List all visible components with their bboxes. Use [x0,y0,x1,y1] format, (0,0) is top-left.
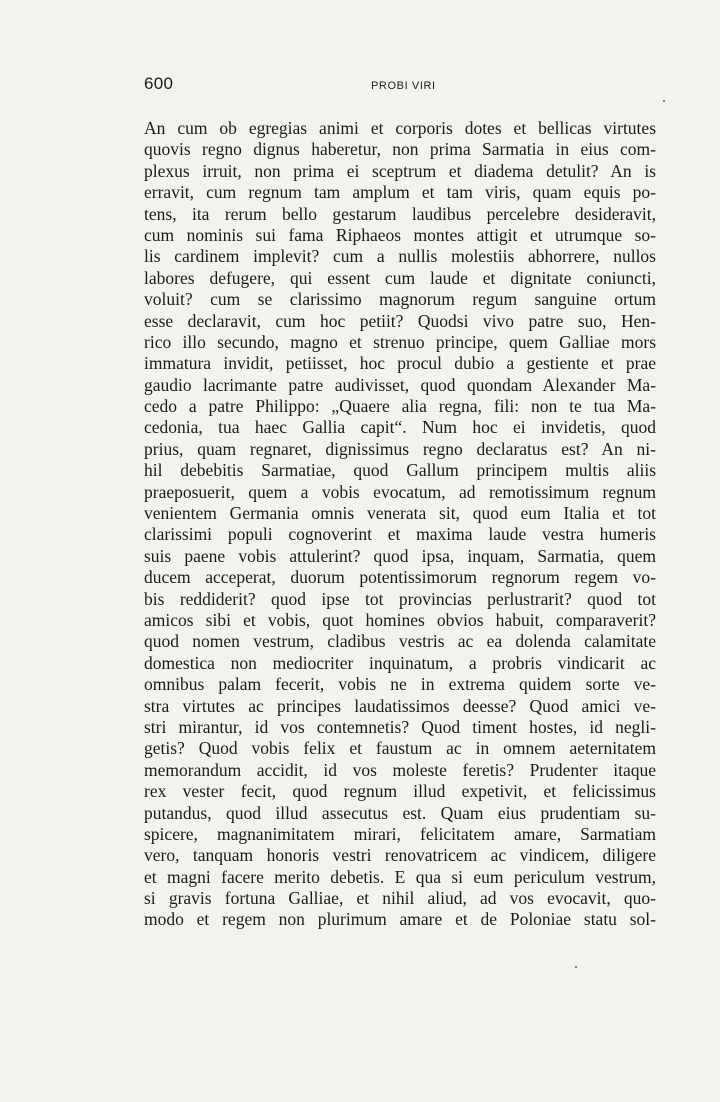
text-line: erravit, cum regnum tam amplum et tam viris, quam equis po- [144,182,656,203]
text-line: spicere, magnanimitatem mirari, felicitatem amare, Sarmatiam [144,823,656,844]
text-line: et magni facere merito debetis. E qua si eum periculum vestrum, [144,866,656,887]
text-line: stra virtutes ac principes laudatissimos deesse? Quod amici ve- [144,695,656,716]
text-line: modo et regem non plurimum amare et de Poloniae statu sol- [144,909,656,930]
page-number: 600 [144,74,174,93]
text-line: lis cardinem implevit? cum a nullis molestiis abhorrere, nullos [144,246,656,267]
text-line: praeposuerit, quem a vobis evocatum, ad remotissimum regnum [144,481,656,502]
text-line: amicos sibi et vobis, quot homines obvios habuit, comparaverit? [144,609,656,630]
text-line: suis paene vobis attulerint? quod ipsa, inquam, Sarmatia, quem [144,545,656,566]
text-line: cum nominis sui fama Riphaeos montes attigit et utrumque so- [144,224,656,245]
text-line: cedo a patre Philippo: „Quaere alia regna, fili: non te tua Ma- [144,396,656,417]
text-line: bis reddiderit? quod ipse tot provincias perlustrarit? quod tot [144,588,656,609]
text-line: hil debebitis Sarmatiae, quod Gallum principem multis aliis [144,460,656,481]
body-text [144,118,656,931]
text-line: stri mirantur, id vos contemnetis? Quod timent hostes, id negli- [144,716,656,737]
text-line: An cum ob egregias animi et corporis dotes et bellicas virtutes [144,118,656,138]
text-line: si gravis fortuna Galliae, et nihil aliud, ad vos evocavit, quo- [144,888,656,909]
text-line: gaudio lacrimante patre audivisset, quod quondam Alexander Ma- [144,374,656,395]
text-line: ducem acceperat, duorum potentissimorum regnorum regem vo- [144,567,656,588]
text-line: venientem Germania omnis venerata sit, quod eum Italia et tot [144,503,656,524]
text-line: voluit? cum se clarissimo magnorum regum sanguine ortum [144,289,656,310]
text-line: tens, ita rerum bello gestarum laudibus percelebre desideravit, [144,203,656,224]
running-head: PROBI VIRI [371,80,436,92]
text-line: omnibus palam fecerit, vobis ne in extrema quidem sorte ve- [144,674,656,695]
text-line: quovis regno dignus haberetur, non prima Sarmatia in eius com- [144,139,656,160]
text-line: putandus, quod illud assecutus est. Quam eius prudentiam su- [144,802,656,823]
text-line: quod nomen vestrum, cladibus vestris ac ea dolenda calamitate [144,631,656,652]
text-line: getis? Quod vobis felix et faustum ac in omnem aeternitatem [144,738,656,759]
text-line: vero, tanquam honoris vestri renovatricem ac vindicem, diligere [144,845,656,866]
text-line: esse declaravit, cum hoc petiit? Quodsi vivo patre suo, Hen- [144,310,656,331]
text-line: cedonia, tua haec Gallia capit“. Num hoc ei invidetis, quod [144,417,656,438]
text-line: domestica non mediocriter inquinatum, a probris vindicarit ac [144,652,656,673]
text-line: clarissimi populi cognoverint et maxima laude vestra humeris [144,524,656,545]
paper-speck [575,966,577,968]
paper-speck [663,100,665,102]
text-line: rico illo secundo, magno et strenuo principe, quem Galliae mors [144,331,656,352]
text-line: plexus irruit, non prima ei sceptrum et diadema detulit? An is [144,160,656,181]
text-line: prius, quam regnaret, dignissimus regno declaratus est? An ni- [144,438,656,459]
text-line: labores defugere, qui essent cum laude et dignitate coniuncti, [144,267,656,288]
text-line: immatura invidit, petiisset, hoc procul dubio a gestiente et prae [144,353,656,374]
text-line: memorandum accidit, id vos moleste feretis? Prudenter itaque [144,759,656,780]
text-line: rex vester fecit, quod regnum illud expetivit, et felicissimus [144,781,656,802]
